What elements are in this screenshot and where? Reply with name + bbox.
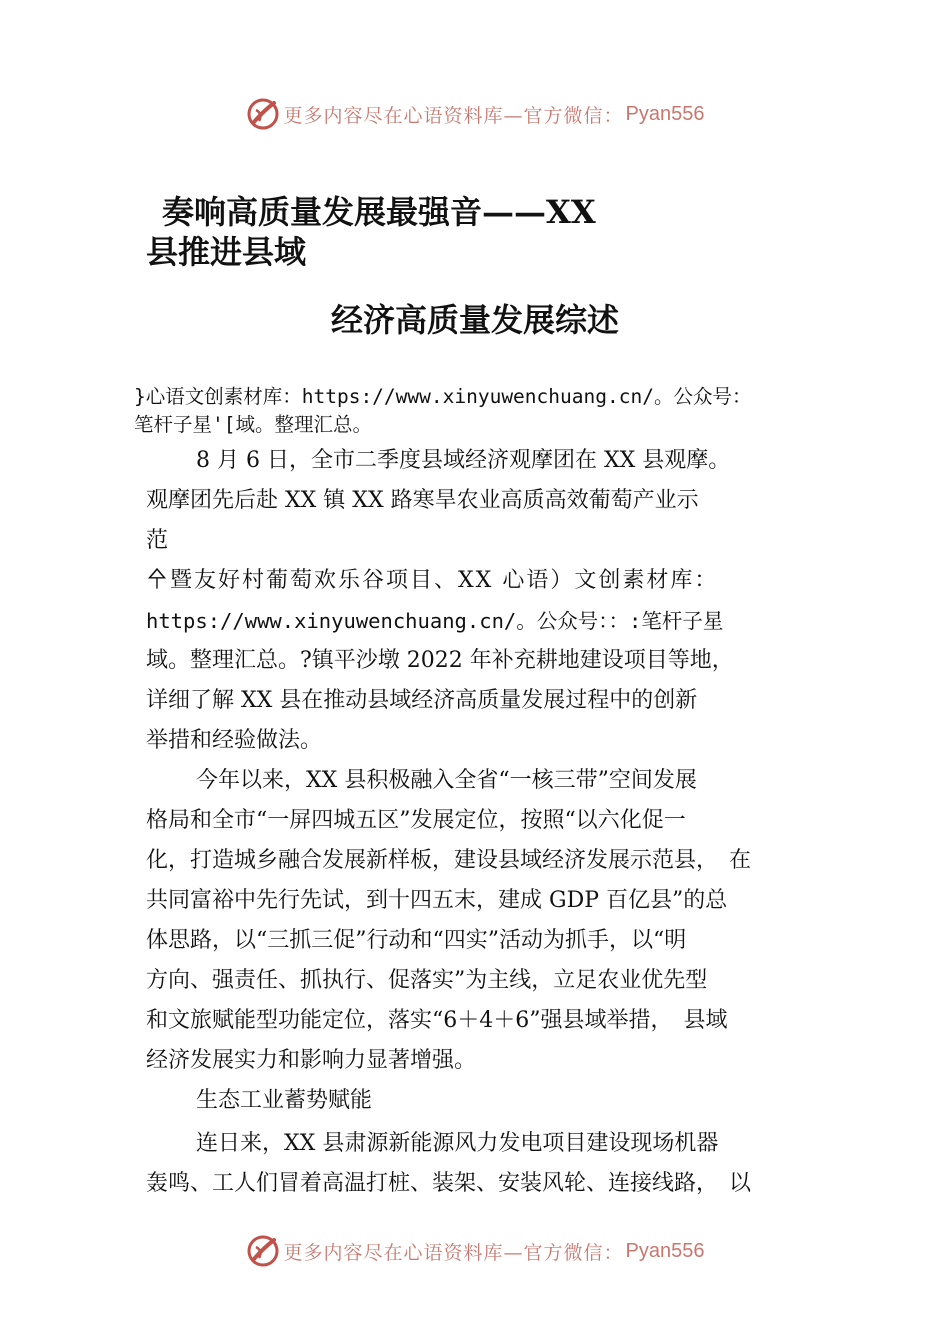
footer-banner <box>0 1231 950 1271</box>
section-heading: 生态工业蓄势赋能 <box>196 1088 373 1113</box>
brush-logo-icon <box>246 1234 280 1268</box>
banner-wechat-id: Pyan556 <box>625 102 705 125</box>
body-line: 格局和全市“一屏四城五区”发展定位，按照“以六化促一 <box>146 808 686 833</box>
body-line: 共同富裕中先行先试，到十四五末，建成 GDP 百亿县”的总 <box>146 888 728 913</box>
body-line: 轰鸣、工人们冒着高温打桩、装架、安装风轮、连接线路， 以 <box>146 1171 752 1196</box>
body-line: 范 <box>146 528 169 553</box>
body-line: 详细了解 XX 县在推动县域经济高质量发展过程中的创新 <box>146 688 698 713</box>
source-line-1: }心语文创素材库：https://www.xinyuwenchuang.cn/。公众号： <box>134 385 752 408</box>
document-subtitle: 经济高质量发展综述 <box>330 301 619 339</box>
body-line: 连日来，XX 县肃源新能源风力发电项目建设现场机器 <box>196 1131 719 1156</box>
banner-text: 更多内容尽在心语资料库—官方微信： <box>283 1241 624 1264</box>
body-line: 㐃暨友好村葡萄欢乐谷项目、XX 心语）文创素材库： <box>146 568 719 593</box>
body-line: 今年以来，XX 县积极融入全省“一核三带”空间发展 <box>196 768 697 793</box>
header-banner <box>0 94 950 134</box>
body-line: https://www.xinyuwenchuang.cn/。公众号：：:笔杆子星 <box>146 609 724 633</box>
body-line: 经济发展实力和影响力显著增强。 <box>146 1048 477 1073</box>
body-line: 化，打造城乡融合发展新样板，建设县域经济发展示范县， 在 <box>146 848 752 873</box>
body-line: 和文旅赋能型功能定位，落实“6＋4＋6”强县域举措， 县域 <box>146 1008 728 1033</box>
body-line: 方向、强责任、抓执行、促落实”为主线，立足农业优先型 <box>146 968 708 993</box>
brush-logo-icon <box>246 97 280 131</box>
document-title <box>146 192 666 272</box>
title-line-1: 奏响高质量发展最强音——XX <box>162 193 596 231</box>
body-line: 体思路，以“三抓三促”行动和“四实”活动为抓手，以“明 <box>146 928 687 953</box>
banner-wechat-id: Pyan556 <box>625 1239 705 1262</box>
banner-text: 更多内容尽在心语资料库—官方微信： <box>283 104 624 127</box>
body-line: 举措和经验做法。 <box>146 728 323 753</box>
body-line: 域。整理汇总。?镇平沙墩 2022 年补充耕地建设项目等地， <box>146 648 734 673</box>
title-line-2: 县推进县域 <box>146 233 307 271</box>
body-line: 8 月 6 日，全市二季度县域经济观摩团在 XX 县观摩。 <box>196 448 731 473</box>
body-line: 观摩团先后赴 XX 镇 XX 路寒旱农业高质高效葡萄产业示 <box>146 488 699 513</box>
source-line-2: 笔杆子星'[域。整理汇总。 <box>134 413 372 436</box>
